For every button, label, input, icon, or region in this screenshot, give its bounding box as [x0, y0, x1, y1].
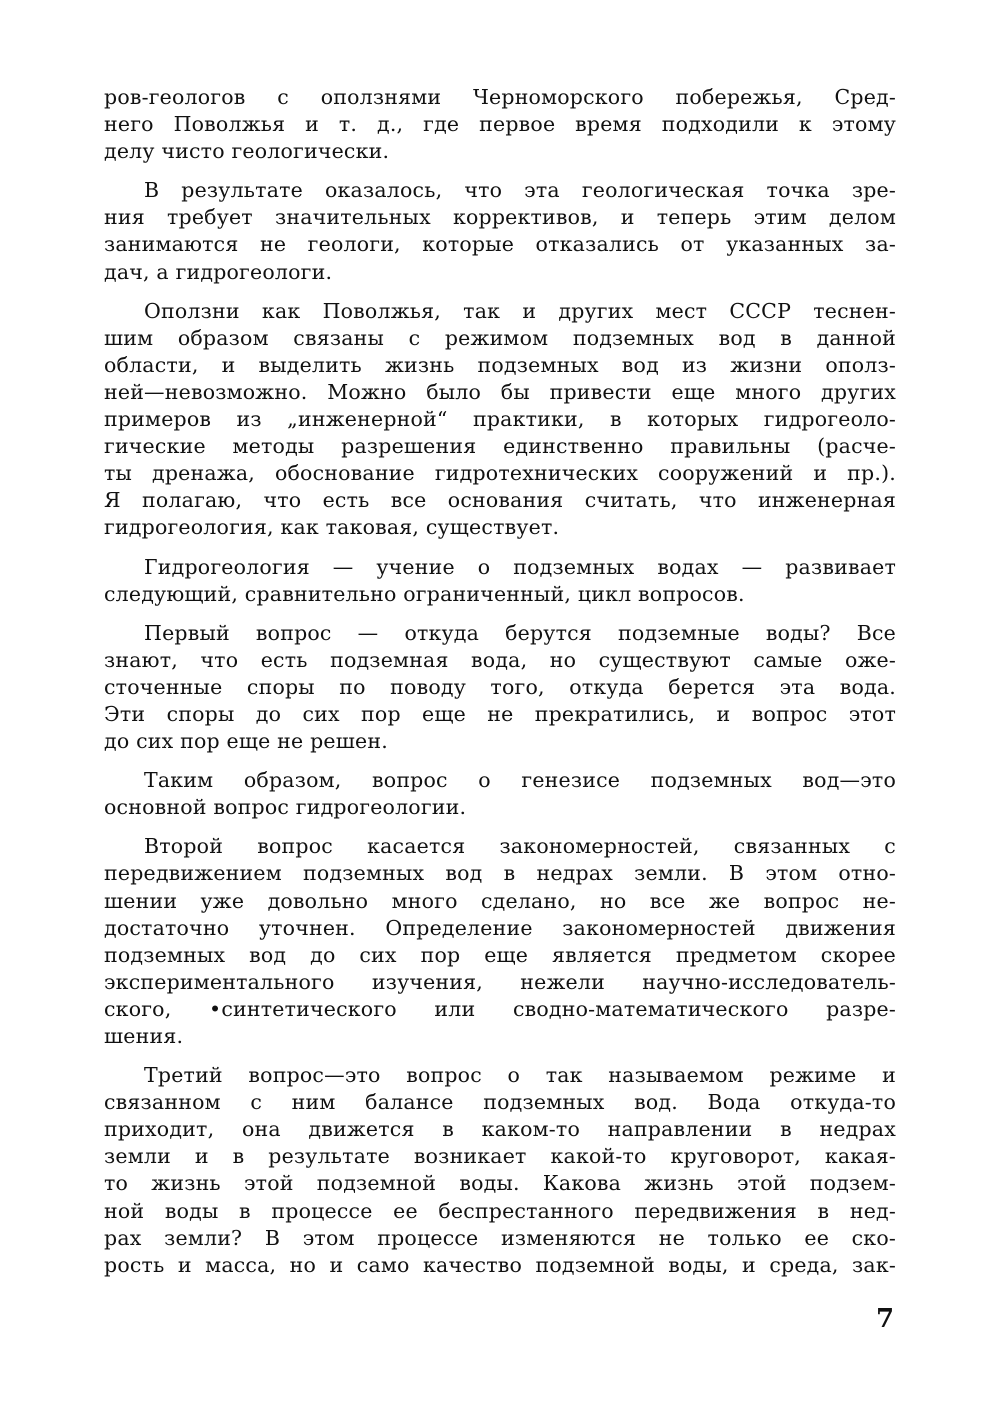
text-line: приходит, она движется в каком-то направлении в недрах: [104, 1117, 896, 1142]
text-line: подземных вод до сих пор еще является предметом скорее: [104, 942, 896, 967]
text-line: Я полагаю, что есть все основания считать, что инженерная: [104, 488, 896, 513]
text-line: Таким образом, вопрос о генезисе подземных вод—это: [144, 768, 896, 793]
text-line: В результате оказалось, что эта геологическая точка зре-: [144, 178, 896, 203]
text-line: гидрогеология, как таковая, существует.: [104, 515, 560, 540]
paragraph: [104, 1062, 896, 1279]
paragraph: [104, 177, 896, 285]
text-line: земли и в результате возникает какой-то круговорот, какая-: [104, 1144, 896, 1169]
text-line: сточенные споры по поводу того, откуда берется эта вода.: [104, 674, 896, 699]
text-line: шении уже довольно много сделано, но все же вопрос не-: [104, 888, 896, 913]
text-line: экспериментального изучения, нежели научно-исследователь-: [104, 969, 896, 994]
text-line: ния требует значительных коррективов, и теперь этим делом: [104, 205, 896, 230]
paragraph: [104, 767, 896, 821]
text-line: Второй вопрос касается закономерностей, связанных с: [144, 834, 896, 859]
paragraph: [104, 554, 896, 608]
text-line: дач, а гидрогеологи.: [104, 259, 333, 284]
paragraph: [104, 84, 896, 165]
text-line: гические методы разрешения единственно правильны (расче-: [104, 434, 896, 459]
text-line: рах земли? В этом процессе изменяются не только ее ско-: [104, 1225, 896, 1250]
page-number: 7: [876, 1304, 895, 1334]
text-line: основной вопрос гидрогеологии.: [104, 795, 467, 820]
text-line: до сих пор еще не решен.: [104, 729, 388, 754]
text-line: Третий вопрос—это вопрос о так называемом режиме и: [144, 1063, 896, 1088]
text-line: области, и выделить жизнь подземных вод из жизни ополз-: [104, 352, 896, 377]
paragraph: [104, 298, 896, 542]
body-text: [104, 84, 896, 1279]
text-line: передвижением подземных вод в недрах земли. В этом отно-: [104, 861, 896, 886]
text-line: делу чисто геологически.: [104, 139, 390, 164]
text-line: него Поволжья и т. д., где первое время подходили к этому: [104, 112, 896, 137]
text-line: ского, •синтетического или сводно-математического разре-: [104, 996, 896, 1021]
text-line: то жизнь этой подземной воды. Какова жизнь этой подзем-: [104, 1171, 896, 1196]
text-line: шим образом связаны с режимом подземных вод в данной: [104, 325, 896, 350]
text-line: рость и масса, но и само качество подземной воды, и среда, зак-: [104, 1252, 896, 1277]
text-line: Первый вопрос — откуда берутся подземные воды? Все: [144, 620, 896, 645]
paragraph: [104, 620, 896, 755]
text-line: Оползни как Поволжья, так и других мест СССР теснен-: [144, 298, 896, 323]
text-line: примеров из „инженерной“ практики, в которых гидрогеоло-: [104, 407, 896, 432]
text-line: Эти споры до сих пор еще не прекратились, и вопрос этот: [104, 701, 896, 726]
text-line: следующий, сравнительно ограниченный, цикл вопросов.: [104, 581, 745, 606]
paragraph: [104, 833, 896, 1050]
text-line: знают, что есть подземная вода, но существуют самые оже-: [104, 647, 896, 672]
text-line: шения.: [104, 1024, 184, 1048]
text-line: достаточно уточнен. Определение закономерностей движения: [104, 915, 896, 940]
text-line: связанном с ним балансе подземных вод. Вода откуда-то: [104, 1090, 896, 1115]
text-line: ров-геологов с оползнями Черноморского побережья, Сред-: [104, 85, 896, 109]
text-line: занимаются не геологи, которые отказались от указанных за-: [104, 232, 896, 257]
text-line: Гидрогеология — учение о подземных водах — развивает: [144, 554, 896, 579]
text-line: ной воды в процессе ее беспрестанного передвижения в нед-: [104, 1198, 896, 1223]
text-line: ней—невозможно. Можно было бы привести еще много других: [104, 379, 896, 404]
text-line: ты дренажа, обоснование гидротехнических сооружений и пр.).: [104, 461, 896, 486]
